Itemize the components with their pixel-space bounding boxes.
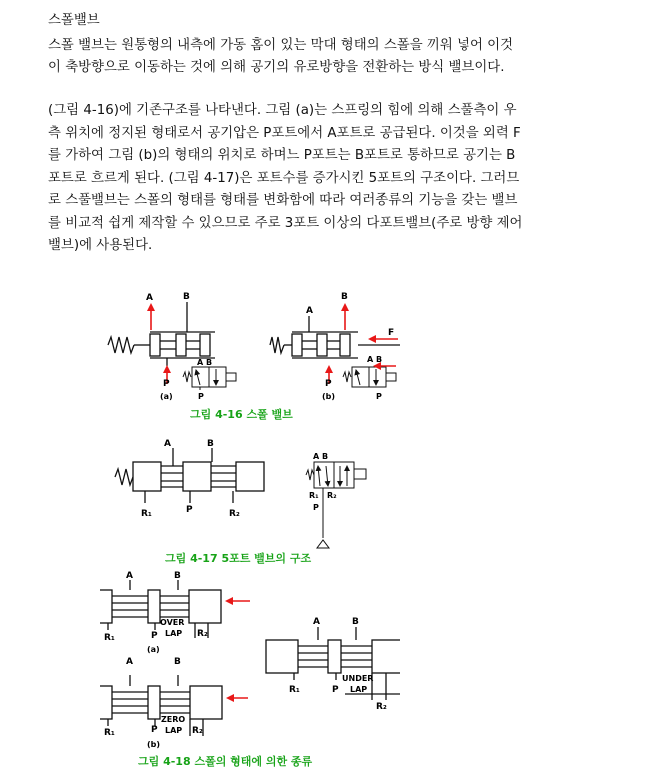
symbol-label: A B bbox=[313, 452, 329, 461]
symbol-label: A B bbox=[197, 358, 213, 367]
text-line: 를 가하여 그림 (b)의 형태의 위치로 하며느 P포트는 B포트로 통하므로 공기는 B bbox=[48, 148, 516, 163]
port-label: R₂ bbox=[197, 629, 208, 639]
spring-icon bbox=[108, 337, 134, 353]
port-label: A bbox=[126, 657, 133, 667]
symbol-label: R₁ bbox=[309, 491, 319, 500]
paragraph-description bbox=[48, 100, 608, 258]
fig16-valve-a bbox=[108, 302, 215, 366]
sub-label: (a) bbox=[160, 392, 173, 401]
text-line: 를 비교적 쉽게 제작할 수 있으므로 주로 3포트 이상의 다포트밸브(주로 방향 제어 bbox=[48, 215, 523, 231]
port-label: P bbox=[151, 725, 158, 735]
symbol-label: P bbox=[198, 392, 204, 401]
section-title: 스폴밸브 bbox=[48, 13, 100, 28]
text-line: 측 위치에 정지된 형태로서 공기압은 P포트에서 A포트로 공급된다. 이것을 외력 F bbox=[48, 125, 521, 141]
exhaust-icon bbox=[317, 540, 329, 548]
spool-valve-figure bbox=[100, 285, 400, 775]
port-label: P bbox=[151, 631, 158, 641]
port-label: A bbox=[306, 306, 313, 316]
lap-label: ZERO bbox=[161, 715, 186, 724]
figure-caption: 그림 4-18 스폴의 형태에 의한 종류 bbox=[138, 755, 313, 768]
text-line: 로 스풀밸브는 스폴의 형태를 형태를 변화함에 따라 여러종류의 기능을 갖는 밸브 bbox=[48, 193, 518, 208]
lap-label: UNDER bbox=[342, 674, 374, 683]
lap-label: LAP bbox=[165, 629, 183, 638]
port-label: B bbox=[174, 571, 181, 581]
port-label: R₂ bbox=[229, 509, 240, 519]
port-label: R₁ bbox=[289, 685, 300, 695]
port-label: B bbox=[352, 617, 359, 627]
symbol-label: P bbox=[376, 392, 382, 401]
fig17-valve bbox=[115, 448, 264, 503]
sub-label: (b) bbox=[322, 392, 336, 401]
paragraph-intro bbox=[48, 35, 608, 79]
symbol-label: A B bbox=[367, 355, 383, 364]
spring-icon bbox=[115, 469, 133, 485]
figure-caption: 그림 4-17 5포트 밸브의 구조 bbox=[165, 552, 312, 565]
fig16-symbol-b bbox=[343, 367, 396, 387]
text-line: 밸브)에 사용된다. bbox=[48, 238, 153, 253]
fig16-valve-b bbox=[270, 316, 400, 358]
port-label: A bbox=[126, 571, 133, 581]
port-label: B bbox=[174, 657, 181, 667]
fig18-valve-b bbox=[100, 675, 222, 736]
port-label: R₂ bbox=[192, 726, 203, 736]
figure-caption: 그림 4-16 스폴 밸브 bbox=[190, 408, 293, 421]
text-line: (그림 4-16)에 기존구조를 나타낸다. 그림 (a)는 스프링의 힘에 의해 스풀측이 우 bbox=[48, 103, 517, 118]
text-line: 포트로 흐르게 된다. (그림 4-17)은 포트수를 증가시킨 5포트의 구조이다. 그러므 bbox=[48, 170, 520, 186]
symbol-label: P bbox=[313, 503, 319, 512]
port-label: P bbox=[186, 505, 193, 515]
port-label: P bbox=[163, 379, 170, 389]
port-label: A bbox=[313, 617, 320, 627]
port-label: B bbox=[341, 292, 348, 302]
text-line: 이 축방향으로 이동하는 것에 의해 공기의 유로방향을 전환하는 방식 밸브이다. bbox=[48, 60, 505, 75]
lap-label: LAP bbox=[165, 726, 183, 735]
port-label: A bbox=[146, 293, 153, 303]
port-label: R₁ bbox=[104, 633, 115, 643]
port-label: R₁ bbox=[141, 509, 152, 519]
port-label: B bbox=[207, 439, 214, 449]
sub-label: (a) bbox=[147, 645, 160, 654]
sub-label: (b) bbox=[147, 740, 161, 749]
port-label: P bbox=[332, 685, 339, 695]
fig16-symbol-a bbox=[183, 367, 236, 390]
port-label: R₂ bbox=[376, 702, 387, 712]
text-line: 스폴 밸브는 원통형의 내측에 가동 홈이 있는 막대 형태의 스폴을 끼워 넣어 이것 bbox=[48, 38, 514, 53]
lap-label: OVER bbox=[160, 618, 185, 627]
port-label: P bbox=[325, 379, 332, 389]
force-label: F bbox=[388, 328, 395, 338]
port-label: A bbox=[164, 439, 171, 449]
port-label: R₁ bbox=[104, 728, 115, 738]
spring-icon bbox=[270, 337, 284, 353]
symbol-label: R₂ bbox=[327, 491, 337, 500]
lap-label: LAP bbox=[350, 685, 368, 694]
port-label: B bbox=[183, 292, 190, 302]
